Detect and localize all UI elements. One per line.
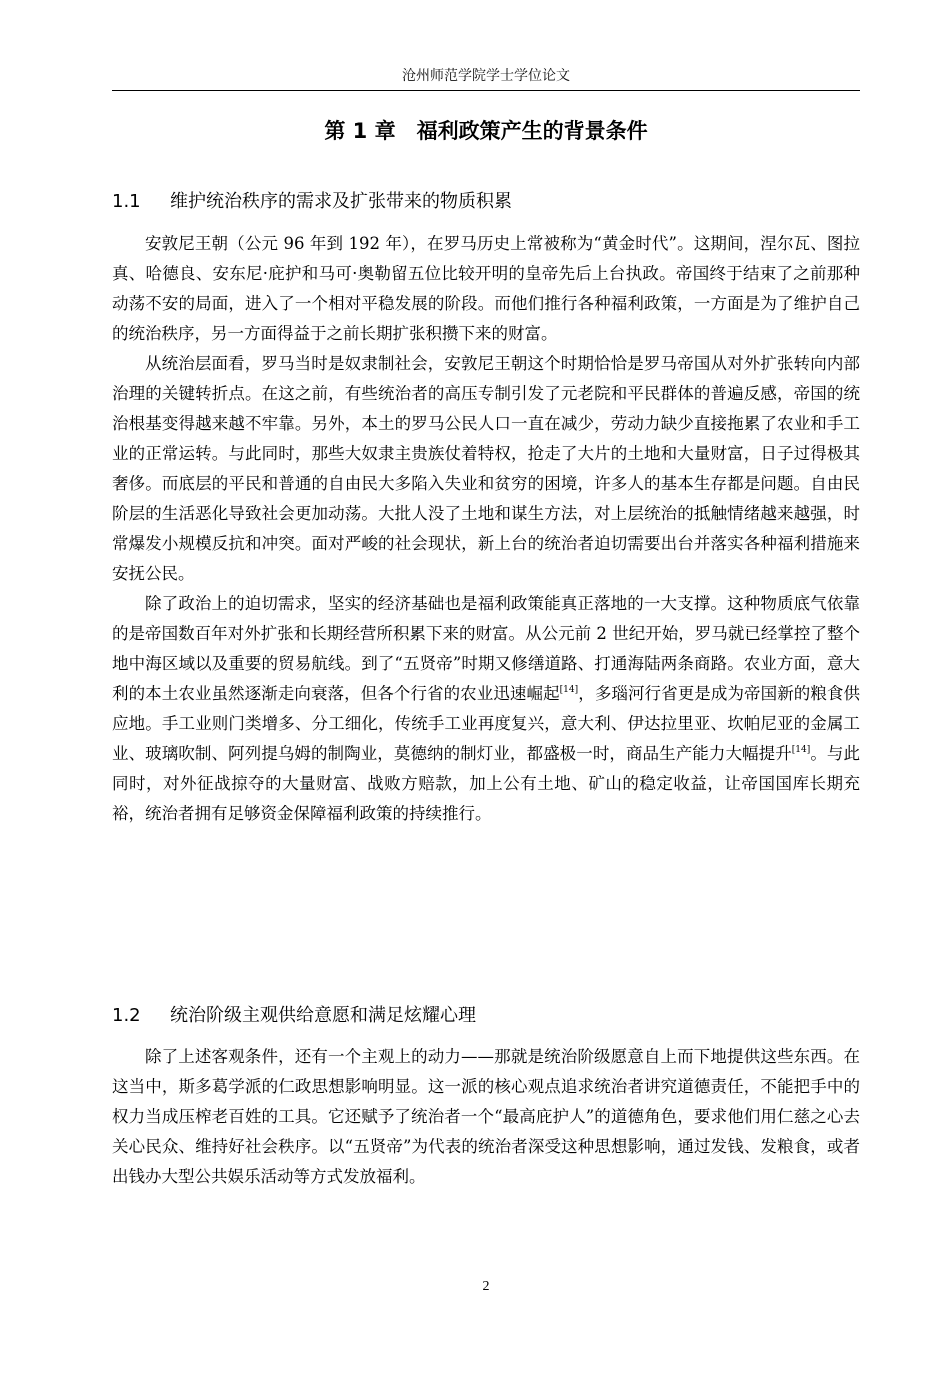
section-heading-1-1 <box>112 188 860 216</box>
paragraph-text: 安敦尼王朝（公元 96 年到 192 年），在罗马历史上常被称为“黄金时代”。这期间，涅尔瓦、图拉真、哈德良、安东尼·庇护和马可·奥勒留五位比较开明的皇帝先后上台执政。帝国终于结束了之前那种动荡不安的局面，进入了一个相对平稳发展的阶段。而他们推行各种福利政策，一方面是为了维护自己的统治秩序，另一方面得益于之前长期扩张积攒下来的财富。 <box>112 234 860 343</box>
paragraph-text: ，多瑙河行省更是成为帝国新的粮食供应地。手工业则门类增多、分工细化，传统手工业再度复兴，意大利、伊达拉里亚、坎帕尼亚的金属工业、玻璃吹制、阿列提乌姆的制陶业，莫德纳的制灯业，都盛极一时，商品生产能力大幅提升 <box>112 684 861 763</box>
header-rule <box>112 90 860 91</box>
paragraph <box>112 589 860 829</box>
section-1-2-body <box>112 1042 860 1192</box>
citation-marker: [14] <box>559 685 579 695</box>
section-heading-1-2 <box>112 1002 860 1030</box>
chapter-title: 第 1 章 福利政策产生的背景条件 <box>324 119 648 143</box>
paragraph-text: 从统治层面看，罗马当时是奴隶制社会，安敦尼王朝这个时期恰恰是罗马帝国从对外扩张转向内部治理的关键转折点。在这之前，有些统治者的高压专制引发了元老院和平民群体的普遍反感，帝国的统治根基变得越来越不牢靠。另外，本土的罗马公民人口一直在减少，劳动力缺少直接拖累了农业和手工业的正常运转。与此同时，那些大奴隶主贵族仗着特权，抢走了大片的土地和大量财富，日子过得极其奢侈。而底层的平民和普通的自由民大多陷入失业和贫穷的困境，许多人的基本生存都是问题。自由民阶层的生活恶化导致社会更加动荡。大批人没了土地和谋生方法，对上层统治的抵触情绪越来越强，时常爆发小规模反抗和冲突。面对严峻的社会现状，新上台的统治者迫切需要出台并落实各种福利措施来安抚公民。 <box>112 354 860 583</box>
paragraph-text: 除了上述客观条件，还有一个主观上的动力——那就是统治阶级愿意自上而下地提供这些东西。在这当中，斯多葛学派的仁政思想影响明显。这一派的核心观点追求统治者讲究道德责任，不能把手中的权力当成压榨老百姓的工具。它还赋予了统治者一个“最高庇护人”的道德角色，要求他们用仁慈之心去关心民众、维持好社会秩序。以“五贤帝”为代表的统治者深受这种思想影响，通过发钱、发粮食，或者出钱办大型公共娱乐活动等方式发放福利。 <box>112 1047 860 1186</box>
running-header: 沧州师范学院学士学位论文 <box>402 68 570 84</box>
paragraph <box>112 349 860 589</box>
section-number: 1.1 <box>112 191 141 212</box>
page-number: 2 <box>482 1279 490 1294</box>
section-number: 1.2 <box>112 1005 141 1026</box>
paragraph <box>112 229 860 349</box>
section-title: 统治阶级主观供给意愿和满足炫耀心理 <box>170 1005 476 1026</box>
section-title: 维护统治秩序的需求及扩张带来的物质积累 <box>170 191 512 212</box>
paragraph-text: 。与此同时，对外征战掠夺的大量财富、战败方赔款，加上公有土地、矿山的稳定收益，让帝国国库长期充裕，统治者拥有足够资金保障福利政策的持续推行。 <box>112 744 861 823</box>
paragraph <box>112 1042 860 1192</box>
section-1-1-body <box>112 229 860 829</box>
citation-marker: [14] <box>791 745 811 755</box>
paragraph-text: 除了政治上的迫切需求，坚实的经济基础也是福利政策能真正落地的一大支撑。这种物质底气依靠的是帝国数百年对外扩张和长期经营所积累下来的财富。从公元前 2 世纪开始，罗马就已经掌控了整个地中海区域以及重要的贸易航线。到了“五贤帝”时期又修缮道路、打通海陆两条商路。农业方面，意大利的本土农业虽然逐渐走向衰落，但各个行省的农业迅速崛起 <box>112 594 860 703</box>
